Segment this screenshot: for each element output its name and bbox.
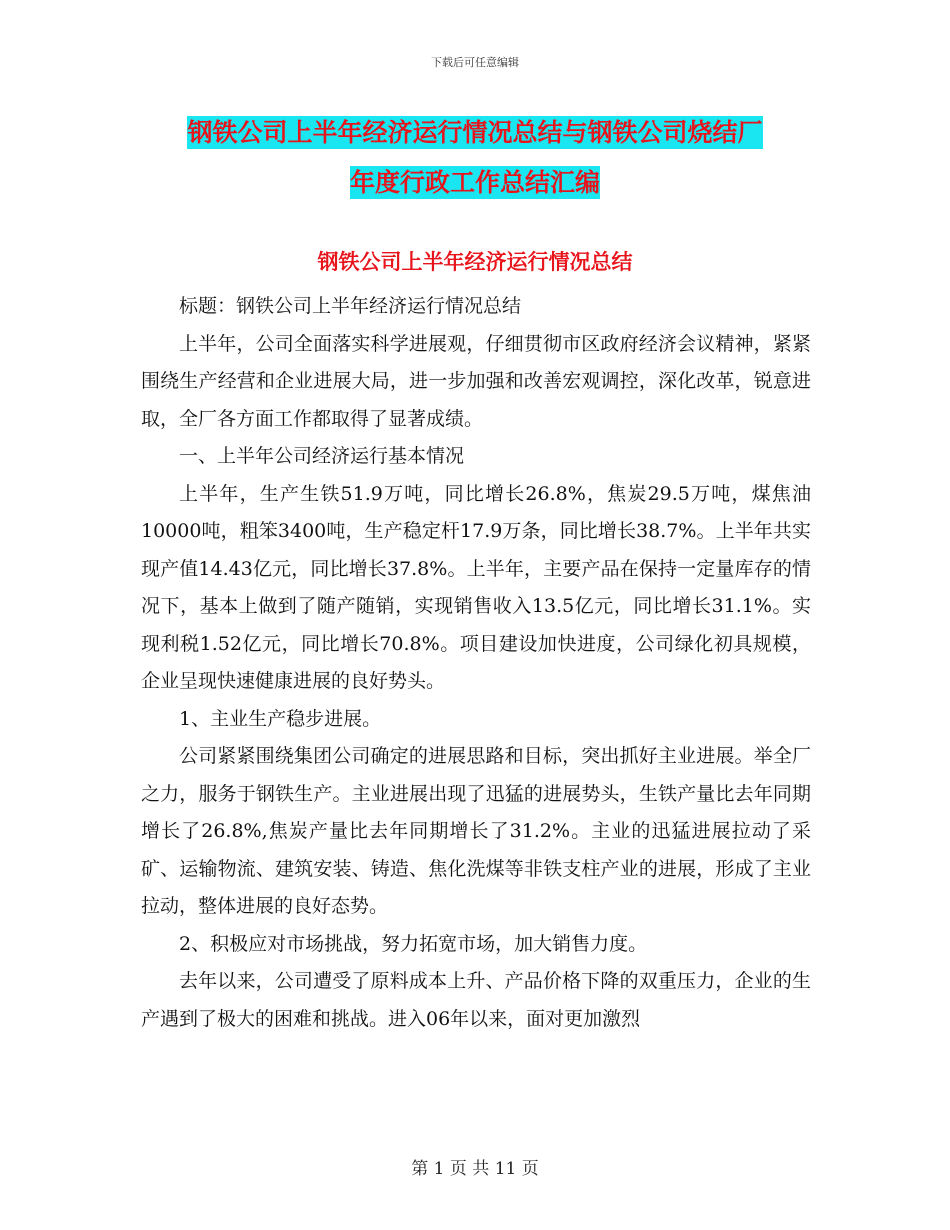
page-number-footer: 第 1 页 共 11 页: [411, 1159, 539, 1179]
document-title-line-1: 钢铁公司上半年经济运行情况总结与钢铁公司烧结厂: [187, 118, 763, 147]
section-title: 钢铁公司上半年经济运行情况总结: [317, 249, 633, 274]
paragraph-market: 去年以来，公司遭受了原料成本上升、产品价格下降的双重压力，企业的生产遇到了极大的困难和挑战。进入06年以来，面对更加激烈: [141, 970, 811, 1030]
heading-market: 2、积极应对市场挑战，努力拓宽市场，加大销售力度。: [179, 932, 648, 955]
document-body: [141, 288, 811, 1038]
header-note: 下载后可任意编辑: [431, 56, 519, 69]
paragraph-main-production: 公司紧紧围绕集团公司确定的进展思路和目标，突出抓好主业进展。举全厂之力，服务于钢铁生产。主业进展出现了迅猛的进展势头，生铁产量比去年同期增长了26.8%,焦炭产量比去年同期增长了31.2%。主业的迅猛进展拉动了采矿、运输物流、建筑安装、铸造、焦化洗煤等非铁支柱产业的进展，形成了主业拉动，整体进展的良好态势。: [141, 745, 811, 917]
heading-section-1: 一、上半年公司经济运行基本情况: [179, 445, 465, 467]
heading-main-production: 1、主业生产稳步进展。: [179, 707, 382, 730]
paragraph-intro: 上半年，公司全面落实科学进展观，仔细贯彻市区政府经济会议精神，紧紧围绕生产经营和企业进展大局，进一步加强和改善宏观调控，深化改革，锐意进取，全厂各方面工作都取得了显著成绩。: [141, 332, 811, 430]
document-title-line-2: 年度行政工作总结汇编: [349, 168, 600, 197]
paragraph-title-label: 标题：钢铁公司上半年经济运行情况总结: [179, 295, 522, 317]
document-title: [140, 108, 810, 208]
paragraph-production-stats: 上半年，生产生铁51.9万吨，同比增长26.8%，焦炭29.5万吨，煤焦油10000吨，粗笨3400吨，生产稳定杆17.9万条，同比增长38.7%。上半年共实现产值14.43亿元，同比增长37.8%。上半年，主要产品在保持一定量库存的情况下，基本上做到了随产随销，实现销售收入13.5亿元，同比增长31.1%。实现利税1.52亿元，同比增长70.8%。项目建设加快进度，公司绿化初具规模，企业呈现快速健康进展的良好势头。: [141, 482, 811, 692]
